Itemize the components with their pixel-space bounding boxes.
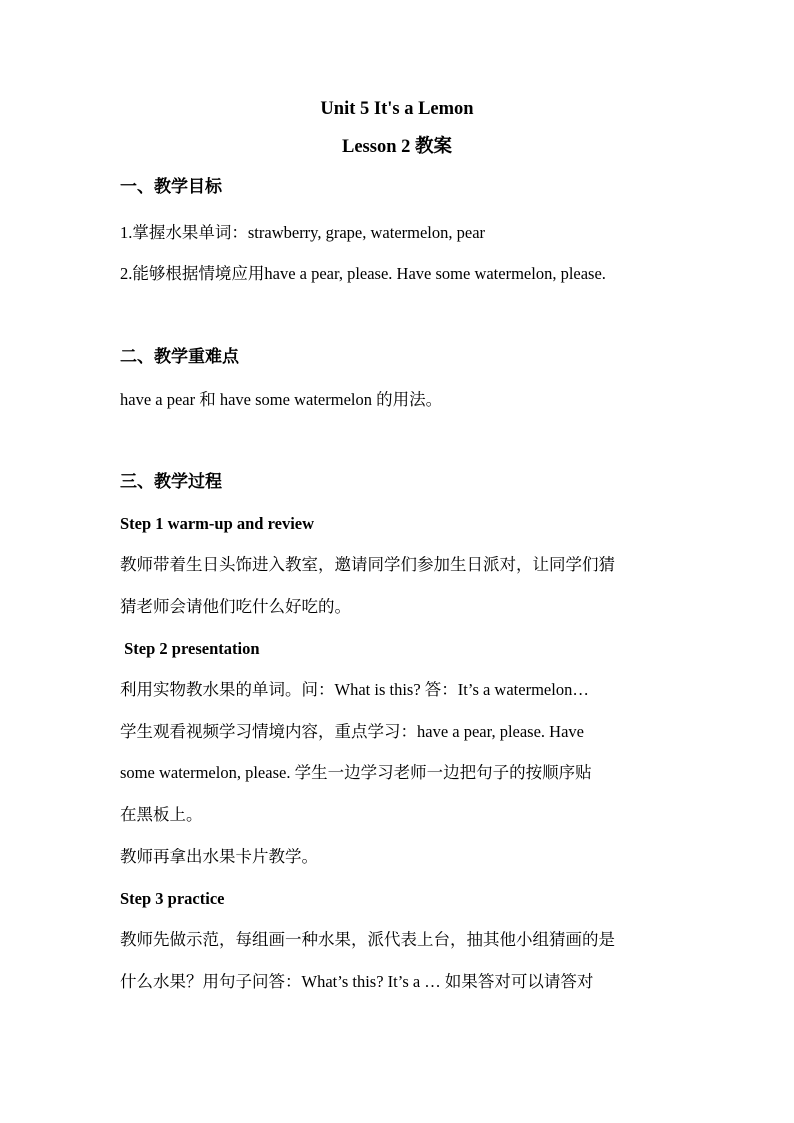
step-heading: Step 1 warm-up and review	[120, 514, 315, 533]
section-heading-key-points: 二、教学重难点	[120, 347, 239, 366]
section-heading-process: 三、教学过程	[120, 472, 222, 491]
paragraph-line: 教师再拿出水果卡片教学。	[120, 847, 318, 866]
document-title: Unit 5 It's a Lemon	[320, 99, 474, 119]
paragraph-line: 什么水果？用句子问答：What’s this? It’s a … 如果答对可以请答对	[120, 972, 594, 991]
paragraph-line: some watermelon, please. 学生一边学习老师一边把句子的按顺序贴	[120, 763, 592, 782]
paragraph-line: 在黑板上。	[120, 805, 203, 824]
section-heading-objectives: 一、教学目标	[120, 177, 222, 196]
step-heading: Step 2 presentation	[120, 639, 260, 658]
objective-item: 1.掌握水果单词：strawberry, grape, watermelon, pear	[120, 223, 486, 242]
paragraph-line: 利用实物教水果的单词。问：What is this? 答：It’s a watermelon…	[120, 680, 589, 699]
document-subtitle: Lesson 2 教案	[342, 137, 452, 157]
objective-item: 2.能够根据情境应用have a pear, please. Have some watermelon, please.	[120, 264, 606, 283]
paragraph-line: 教师带着生日头饰进入教室，邀请同学们参加生日派对，让同学们猜	[120, 555, 615, 574]
paragraph-line: 猜老师会请他们吃什么好吃的。	[120, 597, 351, 616]
key-points-text: have a pear 和 have some watermelon 的用法。	[120, 390, 443, 409]
paragraph-line: 教师先做示范，每组画一种水果，派代表上台，抽其他小组猜画的是	[120, 930, 615, 949]
step-heading: Step 3 practice	[120, 889, 225, 908]
paragraph-line: 学生观看视频学习情境内容，重点学习：have a pear, please. Have	[120, 722, 584, 741]
